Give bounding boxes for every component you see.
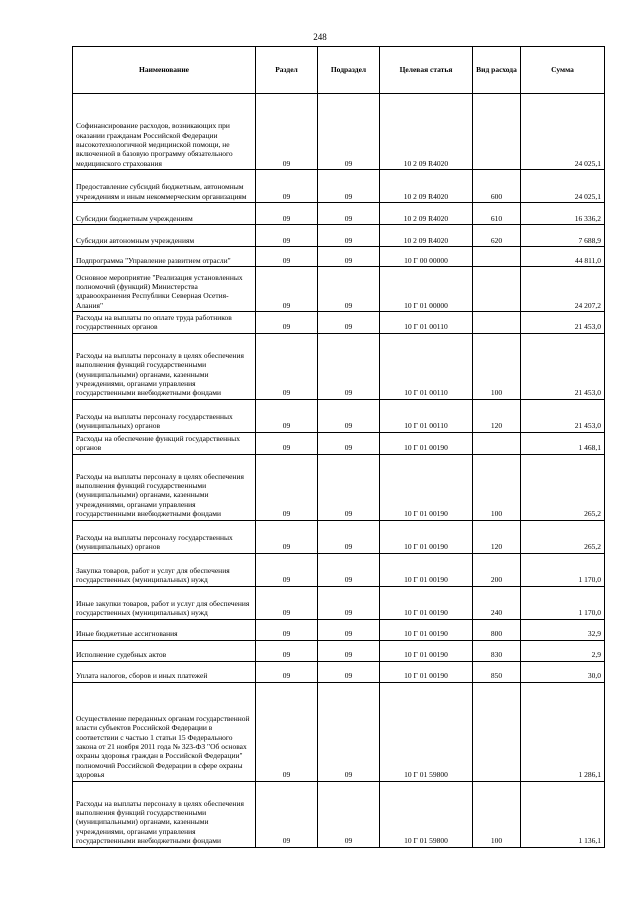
cell-sum: 265,2 [521,520,605,553]
cell-target: 10 Г 01 00190 [380,432,473,454]
cell-sum: 24 207,2 [521,267,605,312]
cell-sum: 24 025,1 [521,170,605,203]
cell-type: 850 [473,661,521,682]
cell-sum: 21 453,0 [521,312,605,334]
cell-sum: 30,0 [521,661,605,682]
cell-subsection: 09 [318,399,380,432]
header-type: Вид расхода [473,47,521,94]
cell-name: Основное мероприятие "Реализация установленных полномочий (функций) Министерства здравоохранения Республики Северная Осетия-Алания" [73,267,256,312]
cell-type: 100 [473,781,521,847]
cell-section: 09 [256,640,318,661]
cell-name: Иные закупки товаров, работ и услуг для обеспечения государственных (муниципальных) нужд [73,586,256,619]
cell-target: 10 Г 01 00190 [380,520,473,553]
cell-name: Расходы на выплаты персоналу государственных (муниципальных) органов [73,520,256,553]
cell-section: 09 [256,170,318,203]
cell-subsection: 09 [318,619,380,640]
cell-subsection: 09 [318,586,380,619]
cell-target: 10 2 09 R4020 [380,203,473,225]
header-subsection: Подраздел [318,47,380,94]
cell-name: Расходы на выплаты персоналу государственных (муниципальных) органов [73,399,256,432]
cell-name: Иные бюджетные ассигнования [73,619,256,640]
cell-name: Подпрограмма "Управление развитием отрасли" [73,247,256,267]
table-row [73,619,605,640]
cell-target: 10 Г 01 00110 [380,399,473,432]
cell-section: 09 [256,267,318,312]
cell-section: 09 [256,781,318,847]
cell-section: 09 [256,619,318,640]
cell-target: 10 Г 01 00110 [380,312,473,334]
cell-type: 100 [473,454,521,520]
table-row [73,661,605,682]
cell-section: 09 [256,586,318,619]
cell-type [473,432,521,454]
cell-name: Расходы на выплаты по оплате труда работников государственных органов [73,312,256,334]
cell-subsection: 09 [318,312,380,334]
cell-subsection: 09 [318,94,380,170]
table-row [73,333,605,399]
header-name: Наименование [73,47,256,94]
cell-sum: 265,2 [521,454,605,520]
cell-type: 240 [473,586,521,619]
cell-target: 10 Г 01 00000 [380,267,473,312]
cell-sum: 24 025,1 [521,94,605,170]
cell-section: 09 [256,520,318,553]
table-row [73,203,605,225]
cell-subsection: 09 [318,170,380,203]
cell-section: 09 [256,225,318,247]
cell-type [473,682,521,781]
cell-name: Осуществление переданных органам государственной власти субъектов Российской Федерации в соответствии с частью 1 статьи 15 Федерального закона от 21 ноября 2011 года № 323-ФЗ "Об основах охраны здоровья граждан в Российской Федерации" полномочий Российской Федерации в сфере охраны здоровья [73,682,256,781]
cell-section: 09 [256,399,318,432]
cell-target: 10 Г 01 59800 [380,682,473,781]
budget-table [72,46,605,848]
cell-sum: 44 811,0 [521,247,605,267]
cell-sum: 1 468,1 [521,432,605,454]
cell-section: 09 [256,661,318,682]
cell-section: 09 [256,682,318,781]
cell-sum: 16 336,2 [521,203,605,225]
cell-type [473,94,521,170]
cell-target: 10 Г 01 00190 [380,586,473,619]
cell-type [473,312,521,334]
cell-section: 09 [256,94,318,170]
table-row [73,553,605,586]
table-row [73,520,605,553]
cell-subsection: 09 [318,432,380,454]
table-row [73,170,605,203]
cell-sum: 21 453,0 [521,399,605,432]
cell-subsection: 09 [318,520,380,553]
cell-sum: 1 286,1 [521,682,605,781]
cell-name: Предоставление субсидий бюджетным, автономным учреждениям и иным некоммерческим организациям [73,170,256,203]
header-section: Раздел [256,47,318,94]
cell-target: 10 2 09 R4020 [380,170,473,203]
cell-sum: 21 453,0 [521,333,605,399]
cell-target: 10 Г 01 00190 [380,661,473,682]
cell-target: 10 2 09 R4020 [380,225,473,247]
header-target: Целевая статья [380,47,473,94]
cell-type: 830 [473,640,521,661]
cell-type [473,267,521,312]
cell-type: 600 [473,170,521,203]
cell-sum: 1 170,0 [521,553,605,586]
cell-section: 09 [256,432,318,454]
cell-target: 10 Г 00 00000 [380,247,473,267]
page-number: 248 [313,32,327,42]
cell-subsection: 09 [318,640,380,661]
cell-subsection: 09 [318,333,380,399]
cell-name: Субсидии автономным учреждениям [73,225,256,247]
cell-sum: 7 688,9 [521,225,605,247]
cell-section: 09 [256,247,318,267]
cell-name: Расходы на выплаты персоналу в целях обеспечения выполнения функций государственными (муниципальными) органами, казенными учреждениями, органами управления государственными внебюджетными фондами [73,781,256,847]
cell-subsection: 09 [318,553,380,586]
cell-target: 10 Г 01 00190 [380,619,473,640]
cell-target: 10 2 09 R4020 [380,94,473,170]
cell-type [473,247,521,267]
cell-subsection: 09 [318,454,380,520]
cell-sum: 32,9 [521,619,605,640]
cell-name: Субсидии бюджетным учреждениям [73,203,256,225]
cell-subsection: 09 [318,247,380,267]
table-row [73,640,605,661]
header-sum: Сумма [521,47,605,94]
table-header-row [73,47,605,94]
cell-name: Исполнение судебных актов [73,640,256,661]
cell-type: 610 [473,203,521,225]
cell-subsection: 09 [318,225,380,247]
cell-target: 10 Г 01 59800 [380,781,473,847]
cell-name: Закупка товаров, работ и услуг для обеспечения государственных (муниципальных) нужд [73,553,256,586]
cell-subsection: 09 [318,203,380,225]
table-row [73,586,605,619]
cell-section: 09 [256,333,318,399]
table-row [73,399,605,432]
cell-section: 09 [256,454,318,520]
cell-type: 100 [473,333,521,399]
cell-section: 09 [256,312,318,334]
cell-sum: 2,9 [521,640,605,661]
cell-subsection: 09 [318,682,380,781]
cell-name: Уплата налогов, сборов и иных платежей [73,661,256,682]
cell-type: 800 [473,619,521,640]
cell-subsection: 09 [318,661,380,682]
cell-subsection: 09 [318,267,380,312]
table-row [73,247,605,267]
cell-sum: 1 136,1 [521,781,605,847]
cell-type: 200 [473,553,521,586]
cell-name: Расходы на обеспечение функций государственных органов [73,432,256,454]
table-row [73,225,605,247]
table-row [73,432,605,454]
cell-target: 10 Г 01 00190 [380,640,473,661]
table-row [73,781,605,847]
cell-type: 120 [473,399,521,432]
table-row [73,267,605,312]
cell-sum: 1 170,0 [521,586,605,619]
cell-subsection: 09 [318,781,380,847]
cell-section: 09 [256,553,318,586]
cell-name: Расходы на выплаты персоналу в целях обеспечения выполнения функций государственными (муниципальными) органами, казенными учреждениями, органами управления государственными внебюджетными фондами [73,333,256,399]
cell-type: 620 [473,225,521,247]
cell-target: 10 Г 01 00190 [380,553,473,586]
cell-target: 10 Г 01 00110 [380,333,473,399]
cell-section: 09 [256,203,318,225]
cell-name: Софинансирование расходов, возникающих при оказании гражданам Российской Федерации высокотехнологичной медицинской помощи, не включенной в базовую программу обязательного медицинского страхования [73,94,256,170]
cell-name: Расходы на выплаты персоналу в целях обеспечения выполнения функций государственными (муниципальными) органами, казенными учреждениями, органами управления государственными внебюджетными фондами [73,454,256,520]
table-row [73,94,605,170]
table-row [73,312,605,334]
cell-type: 120 [473,520,521,553]
cell-target: 10 Г 01 00190 [380,454,473,520]
table-row [73,682,605,781]
table-row [73,454,605,520]
